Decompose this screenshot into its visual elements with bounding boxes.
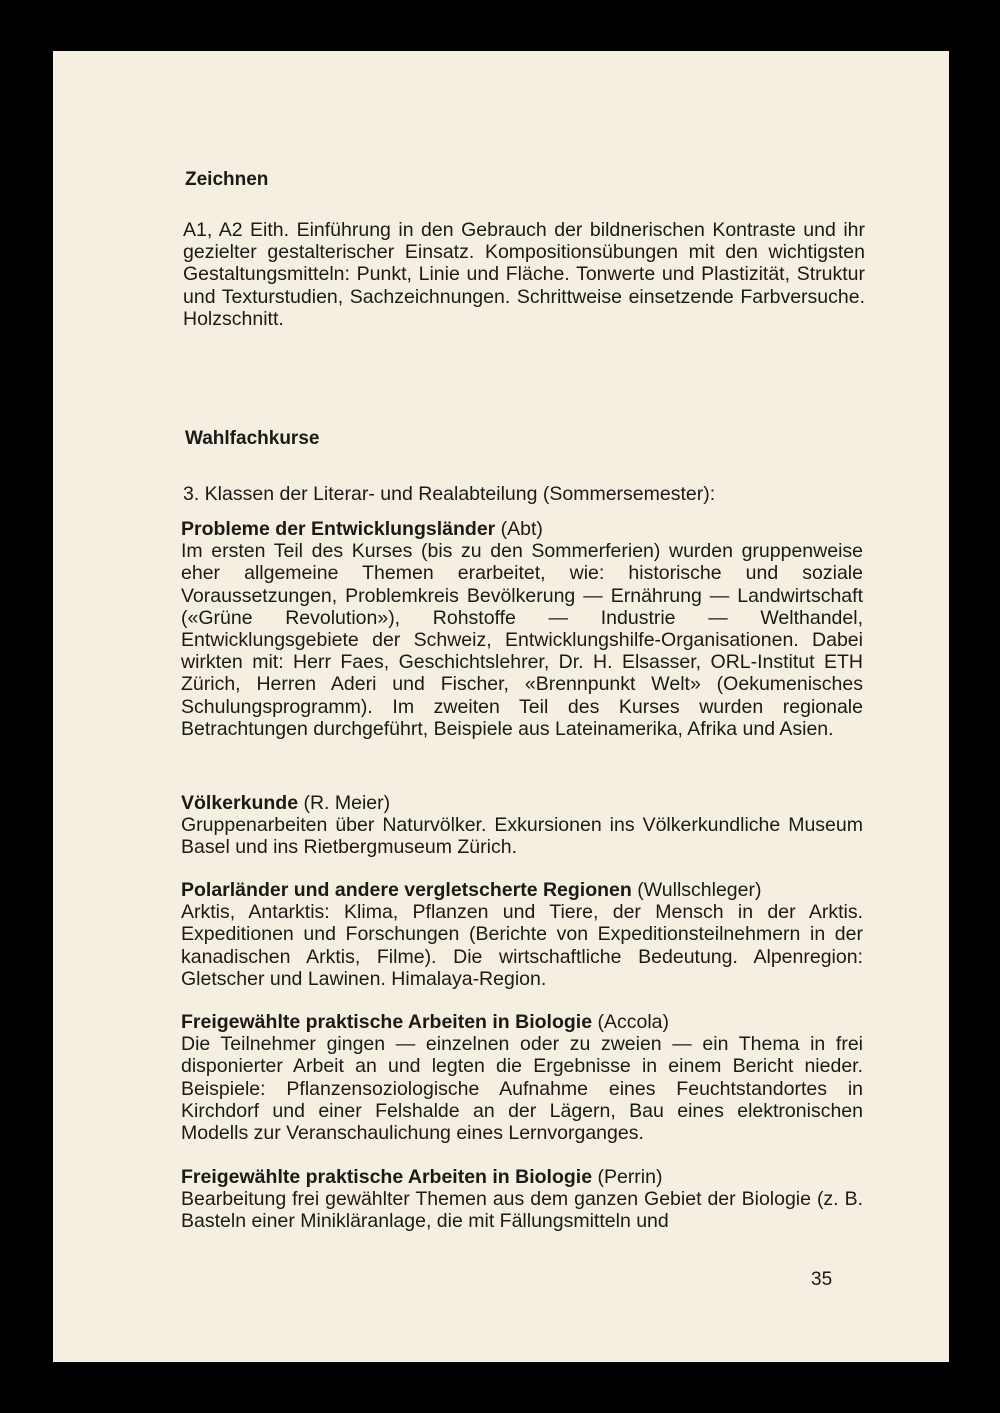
course-teacher: (Wullschleger) <box>637 879 762 901</box>
course-heading <box>181 792 863 814</box>
zeichnen-paragraph: A1, A2 Eith. Einführung in den Gebrauch der bildnerischen Kontraste und ihr gezielter gestalterischer Einsatz. Kompositionsübungen mit den wichtigsten Gestaltungsmitteln: Punkt, Linie und Fläche. Tonwerte und Plastizität, Struktur und Texturstudien, Sachzeichnungen. Schrittweise einsetzende Farbversuche. Holzschnitt. <box>183 219 865 330</box>
course-entry <box>181 879 863 990</box>
course-description: Die Teilnehmer gingen — einzelnen oder zu zweien — ein Thema in frei disponierter Arbeit an und legten die Ergebnisse in einem Bericht nieder. Beispiele: Pflanzensoziologische Aufnahme eines Feuchtstandortes in Kirchdorf und einer Felshalde an der Lägern, Bau eines elektronischen Modells zur Veranschaulichung eines Lernvorganges. <box>181 1033 863 1145</box>
course-description: Gruppenarbeiten über Naturvölker. Exkursionen ins Völkerkundliche Museum Basel und ins Rietbergmuseum Zürich. <box>181 814 863 859</box>
course-title: Völkerkunde <box>181 792 299 814</box>
course-description: Im ersten Teil des Kurses (bis zu den Sommerferien) wurden gruppenweise eher allgemeine Themen erarbeitet, wie: historische und soziale Voraussetzungen, Problemkreis Bevölkerung — Ernährung — Landwirtschaft («Grüne Revolution»), Rohstoffe — Industrie — Welthandel, Entwicklungsgebiete der Schweiz, Entwicklungshilfe-Organisationen. Dabei wirkten mit: Herr Faes, Geschichtslehrer, Dr. H. Elsasser, ORL-Institut ETH Zürich, Herren Aderi und Fischer, «Brennpunkt Welt» (Oekumenisches Schulungsprogramm). Im zweiten Teil des Kurses wurden regionale Betrachtungen durchgeführt, Beispiele aus Lateinamerika, Afrika und Asien. <box>181 540 863 740</box>
course-entry <box>181 792 863 859</box>
section-heading-zeichnen: Zeichnen <box>185 169 269 190</box>
course-entry <box>181 518 863 740</box>
course-teacher: (Abt) <box>500 518 543 540</box>
course-entry <box>181 1166 863 1233</box>
course-title: Polarländer und andere vergletscherte Regionen <box>181 879 632 901</box>
course-description: Arktis, Antarktis: Klima, Pflanzen und Tiere, der Mensch in der Arktis. Expeditionen und Forschungen (Berichte von Expeditionsteilnehmern in der kanadischen Arktis, Filme). Die wirtschaftliche Bedeutung. Alpenregion: Gletscher und Lawinen. Himalaya-Region. <box>181 901 863 990</box>
course-teacher: (Accola) <box>597 1011 669 1033</box>
page-number: 35 <box>811 1269 833 1290</box>
wahlfach-intro: 3. Klassen der Literar- und Realabteilung (Sommersemester): <box>183 483 716 505</box>
course-heading <box>181 518 863 540</box>
course-title: Freigewählte praktische Arbeiten in Biologie <box>181 1011 593 1033</box>
course-teacher: (R. Meier) <box>303 792 391 814</box>
document-page <box>53 51 949 1362</box>
course-title: Probleme der Entwicklungsländer <box>181 518 496 540</box>
course-heading <box>181 1166 863 1188</box>
section-heading-wahlfachkurse: Wahlfachkurse <box>185 428 320 449</box>
course-heading <box>181 879 863 901</box>
course-title: Freigewählte praktische Arbeiten in Biologie <box>181 1166 593 1188</box>
course-teacher: (Perrin) <box>597 1166 663 1188</box>
course-heading <box>181 1011 863 1033</box>
course-entry <box>181 1011 863 1144</box>
course-description: Bearbeitung frei gewählter Themen aus dem ganzen Gebiet der Biologie (z. B. Basteln einer Minikläranlage, die mit Fällungsmitteln und <box>181 1188 863 1233</box>
